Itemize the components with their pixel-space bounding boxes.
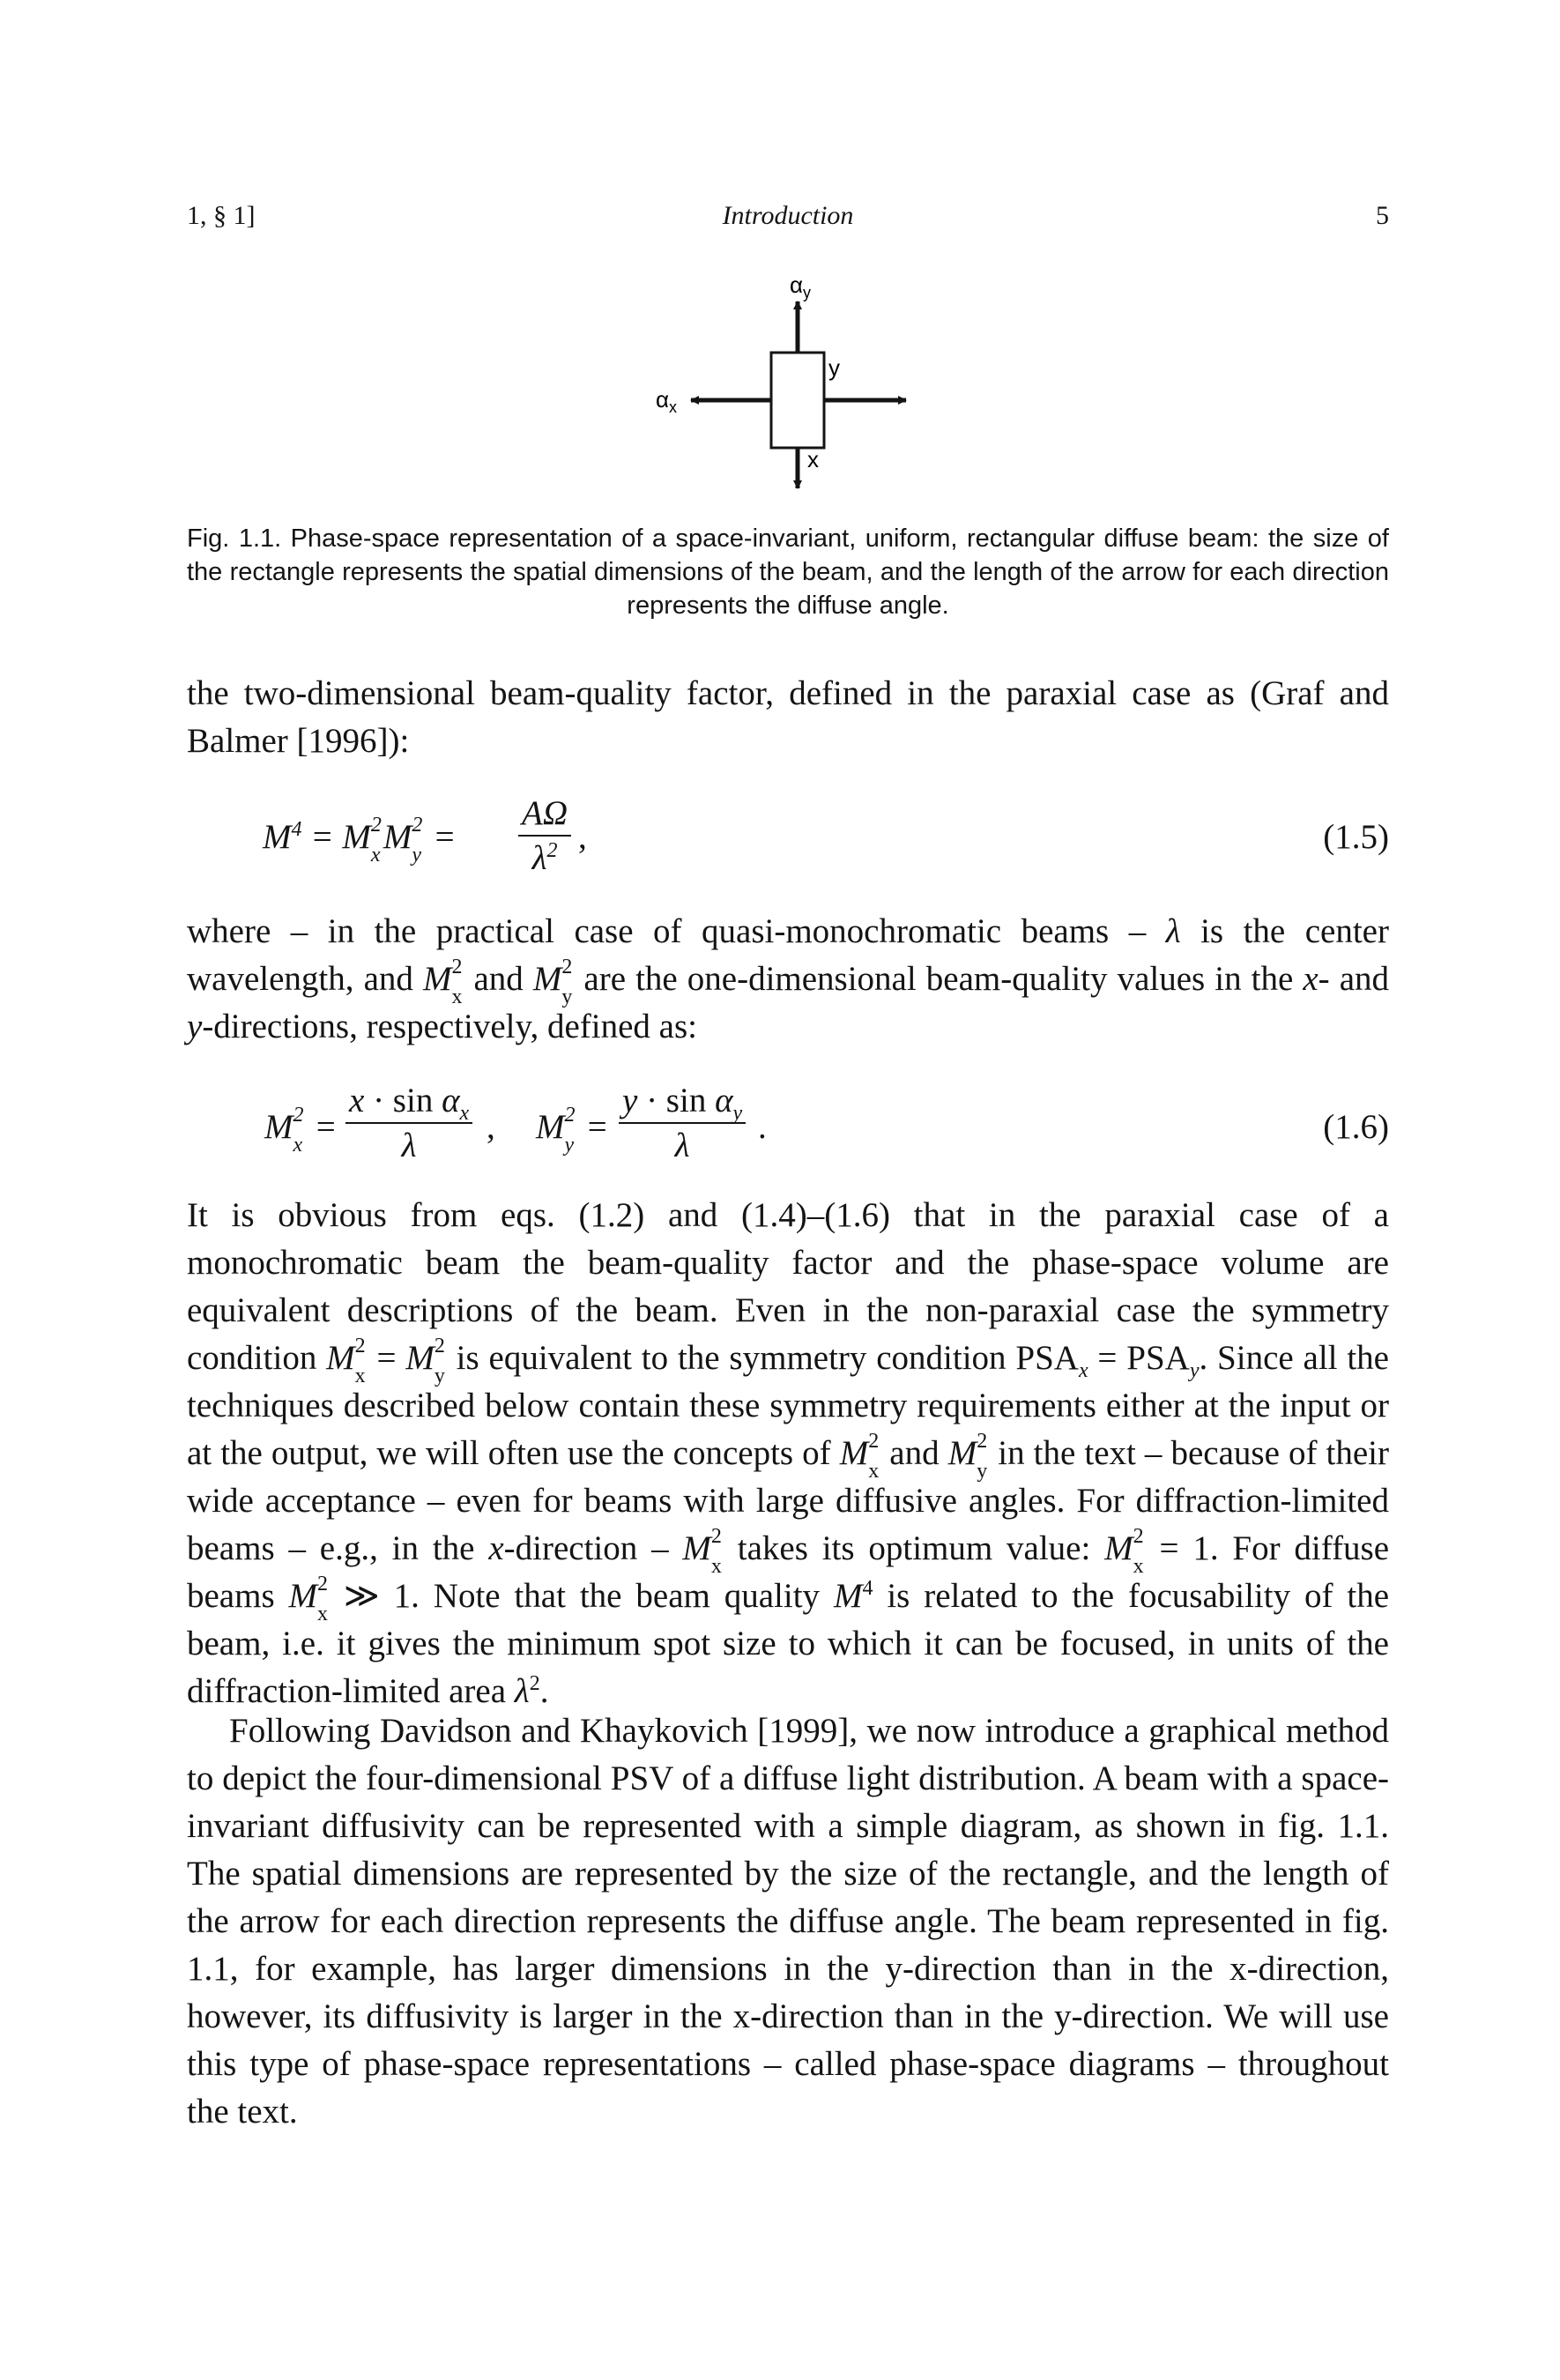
eq2-fraction-x: $\frac{x \cdot \sin \alpha_x}{\lambda}$ [345,1081,472,1165]
eq2-fraction-y: $\frac{y \cdot \sin \alpha_y}{\lambda}$ [619,1081,746,1165]
header-title: Introduction [722,201,854,230]
beam-rectangle [771,353,824,448]
eq1-lhs: $M^4 = M$ 2 x M 2 y = [263,814,457,866]
paragraph-1: the two-dimensional beam-quality factor, defined in the paraxial case as (Graf and Balmer [1996]): [187,674,1389,760]
phase-space-diagram [564,256,969,511]
paragraph-2: where – in the practical case of quasi-monochromatic beams – λ is the center wavelength, and M 2 x and M 2 y are the one-dimensional beam-quality values in the x- and y-directions, respectively, defined as: [187,912,1390,1045]
label-y: y [828,354,840,381]
eq2-number: (1.6) [1323,1108,1389,1146]
paragraph-4: Following Davidson and Khaykovich [1999], we now introduce a graphical method to depict the four-dimensional PSV of a diffuse light distribution. A beam with a space-invariant diffusivity can be represented with a simple diagram, as shown in fig. 1.1. The spatial dimensions are represented by the size of the rectangle, and the length of the arrow for each direction represents the diffuse angle. The beam represented in fig. 1.1, for example, has larger dimensions in the y-direction than in the x-direction, however, its diffusivity is larger in the x-direction than in the y-direction. We will use this type of phase-space representations – called phase-space diagrams – throughout the text. [187,1712,1389,2131]
header-section: 1, § 1] [187,201,256,230]
eq2-my: M 2 y = [536,1104,609,1157]
eq1-comma: , [578,818,587,856]
page-number: 5 [1376,201,1389,230]
label-alpha-y: $\alpha_y$ [790,271,812,301]
running-head [187,201,1389,236]
figure-caption: Fig. 1.1. Phase-space representation of a space-invariant, uniform, rectangular diffuse beam: the size of the rectangle represents the spatial dimensions of the beam, and the length of the arrow for each direction represents the diffuse angle. [187,524,1389,620]
eq1-fraction: $\frac{A\Omega}{\lambda^2}$ [518,793,571,878]
eq2-mx: M 2 x = [264,1104,338,1157]
label-x: x [807,446,819,472]
paragraph-3: It is obvious from eqs. (1.2) and (1.4)–(1.6) that in the paraxial case of a monochromatic beam the beam-quality factor and the phase-space volume are equivalent descriptions of the beam. Even in the non-paraxial case the symmetry condition M 2 x = M 2 y is equivalent to the symmetry condition $PSA_x = PSA_y$. Since all the techniques described below contain these symmetry requirements either at the input or at the output, we will often use the concepts of M 2 x and M 2 y in the text – because of their wide acceptance – even for beams with large diffusive angles. For diffraction-limited beams – e.g., in the x-direction – M 2 x takes its optimum value: M 2 x = 1. For diffuse beams M 2 x ≫ 1. Note that the beam quality $M^4$ is related to the focusability of the beam, i.e. it gives the minimum spot size to which it can be focused, in units of the diffraction-limited area $\lambda^2$. [187,1196,1389,1710]
eq2-comma: , [487,1108,495,1146]
eq2-period: . [758,1108,767,1146]
equation-1-5 [187,794,1389,895]
equation-1-6 [187,1081,1389,1178]
label-alpha-x: $\alpha_x$ [656,386,678,416]
eq1-number: (1.5) [1323,818,1389,856]
